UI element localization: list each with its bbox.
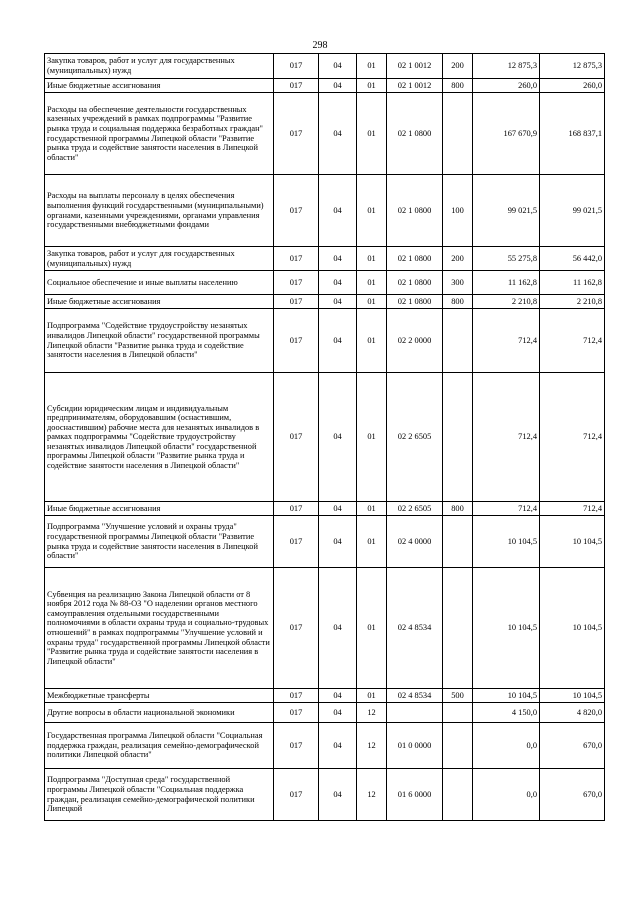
ministry-code: 017 (274, 373, 319, 502)
ministry-code: 017 (274, 309, 319, 373)
ministry-code: 017 (274, 769, 319, 821)
amount-year-2: 712,4 (540, 373, 605, 502)
table-row (45, 769, 605, 821)
subsection-code: 01 (357, 54, 387, 79)
section-code: 04 (319, 689, 357, 703)
amount-year-2: 670,0 (540, 769, 605, 821)
amount-year-2: 2 210,8 (540, 295, 605, 309)
expense-type (443, 373, 473, 502)
ministry-code: 017 (274, 79, 319, 93)
row-name: Другие вопросы в области национальной экономики (45, 703, 274, 723)
amount-year-2: 10 104,5 (540, 568, 605, 689)
ministry-code: 017 (274, 703, 319, 723)
table-row (45, 703, 605, 723)
target-article (387, 703, 443, 723)
budget-table (44, 53, 605, 821)
subsection-code: 01 (357, 79, 387, 93)
subsection-code: 01 (357, 516, 387, 568)
section-code: 04 (319, 247, 357, 271)
amount-year-1: 11 162,8 (473, 271, 540, 295)
amount-year-2: 712,4 (540, 502, 605, 516)
ministry-code: 017 (274, 271, 319, 295)
amount-year-1: 712,4 (473, 502, 540, 516)
table-row (45, 502, 605, 516)
table-row (45, 295, 605, 309)
row-name: Социальное обеспечение и иные выплаты населению (45, 271, 274, 295)
target-article: 02 2 0000 (387, 309, 443, 373)
table-row (45, 309, 605, 373)
amount-year-1: 4 150,0 (473, 703, 540, 723)
section-code: 04 (319, 54, 357, 79)
amount-year-2: 4 820,0 (540, 703, 605, 723)
expense-type: 200 (443, 54, 473, 79)
row-name: Подпрограмма "Доступная среда" государственной программы Липецкой области "Социальная поддержка граждан, реализация семейно-демографической политики Липецкой (45, 769, 274, 821)
row-name: Субвенция на реализацию Закона Липецкой области от 8 ноября 2012 года № 88-ОЗ "О наделении органов местного самоуправления отдельными государственными полномочиями в области охраны труда и социально-трудовых отношений" в рамках подпрограммы "Улучшение условий и охраны труда" государственной программы Липецкой области "Развитие рынка труда и содействие занятости населения в Липецкой области" (45, 568, 274, 689)
target-article: 02 1 0800 (387, 175, 443, 247)
table-body (45, 54, 605, 821)
ministry-code: 017 (274, 516, 319, 568)
expense-type: 800 (443, 295, 473, 309)
table-row (45, 568, 605, 689)
expense-type: 500 (443, 689, 473, 703)
section-code: 04 (319, 309, 357, 373)
subsection-code: 01 (357, 309, 387, 373)
subsection-code: 12 (357, 769, 387, 821)
subsection-code: 01 (357, 247, 387, 271)
section-code: 04 (319, 295, 357, 309)
target-article: 02 4 8534 (387, 568, 443, 689)
ministry-code: 017 (274, 502, 319, 516)
amount-year-1: 55 275,8 (473, 247, 540, 271)
row-name: Закупка товаров, работ и услуг для государственных (муниципальных) нужд (45, 54, 274, 79)
row-name: Иные бюджетные ассигнования (45, 79, 274, 93)
amount-year-2: 168 837,1 (540, 93, 605, 175)
table-row (45, 175, 605, 247)
expense-type (443, 723, 473, 769)
subsection-code: 01 (357, 93, 387, 175)
ministry-code: 017 (274, 295, 319, 309)
ministry-code: 017 (274, 93, 319, 175)
target-article: 02 4 8534 (387, 689, 443, 703)
amount-year-1: 2 210,8 (473, 295, 540, 309)
table-row (45, 689, 605, 703)
row-name: Закупка товаров, работ и услуг для государственных (муниципальных) нужд (45, 247, 274, 271)
amount-year-1: 712,4 (473, 373, 540, 502)
subsection-code: 01 (357, 271, 387, 295)
table-row (45, 54, 605, 79)
subsection-code: 01 (357, 689, 387, 703)
expense-type: 200 (443, 247, 473, 271)
subsection-code: 01 (357, 373, 387, 502)
row-name: Субсидии юридическим лицам и индивидуальным предпринимателям, оборудовавшим (оснастившим, дооснастившим) рабочие места для незанятых инвалидов в рамках подпрограммы "Содействие трудоустройству незанятых инвалидов Липецкой области" государственной программы Липецкой области "Развитие рынка труда и содействие занятости населения в Липецкой области" (45, 373, 274, 502)
expense-type: 300 (443, 271, 473, 295)
target-article: 02 1 0800 (387, 271, 443, 295)
amount-year-1: 260,0 (473, 79, 540, 93)
target-article: 02 1 0800 (387, 247, 443, 271)
table-row (45, 247, 605, 271)
target-article: 02 1 0800 (387, 93, 443, 175)
table-row (45, 79, 605, 93)
amount-year-2: 56 442,0 (540, 247, 605, 271)
section-code: 04 (319, 568, 357, 689)
section-code: 04 (319, 175, 357, 247)
table-row (45, 271, 605, 295)
expense-type (443, 93, 473, 175)
target-article: 02 1 0012 (387, 79, 443, 93)
section-code: 04 (319, 79, 357, 93)
row-name: Подпрограмма "Улучшение условий и охраны труда" государственной программы Липецкой области "Развитие рынка труда и содействие занятости населения в Липецкой области" (45, 516, 274, 568)
section-code: 04 (319, 271, 357, 295)
table-row (45, 373, 605, 502)
amount-year-2: 670,0 (540, 723, 605, 769)
row-name: Иные бюджетные ассигнования (45, 502, 274, 516)
expense-type: 800 (443, 502, 473, 516)
table-row (45, 516, 605, 568)
amount-year-1: 0,0 (473, 769, 540, 821)
ministry-code: 017 (274, 689, 319, 703)
amount-year-1: 10 104,5 (473, 568, 540, 689)
amount-year-1: 167 670,9 (473, 93, 540, 175)
ministry-code: 017 (274, 247, 319, 271)
row-name: Подпрограмма "Содействие трудоустройству незанятых инвалидов Липецкой области" государственной программы Липецкой области "Развитие рынка труда и содействие занятости населения в Липецкой области" (45, 309, 274, 373)
row-name: Государственная программа Липецкой области "Социальная поддержка граждан, реализация семейно-демографической политики Липецкой области" (45, 723, 274, 769)
expense-type: 800 (443, 79, 473, 93)
target-article: 02 1 0012 (387, 54, 443, 79)
amount-year-2: 10 104,5 (540, 516, 605, 568)
target-article: 02 4 0000 (387, 516, 443, 568)
ministry-code: 017 (274, 568, 319, 689)
row-name: Расходы на выплаты персоналу в целях обеспечения выполнения функций государственными (муниципальными) органами, казенными учреждениями, органами управления государственными внебюджетными фондами (45, 175, 274, 247)
subsection-code: 01 (357, 502, 387, 516)
expense-type (443, 309, 473, 373)
subsection-code: 12 (357, 723, 387, 769)
amount-year-1: 712,4 (473, 309, 540, 373)
section-code: 04 (319, 373, 357, 502)
section-code: 04 (319, 516, 357, 568)
expense-type (443, 516, 473, 568)
amount-year-2: 712,4 (540, 309, 605, 373)
amount-year-2: 260,0 (540, 79, 605, 93)
row-name: Расходы на обеспечение деятельности государственных казенных учреждений в рамках подпрограммы "Развитие рынка труда и социальная поддержка безработных граждан" государственной программы Липецкой области "Развитие рынка труда и содействие занятости населения в Липецкой области" (45, 93, 274, 175)
ministry-code: 017 (274, 723, 319, 769)
amount-year-2: 10 104,5 (540, 689, 605, 703)
target-article: 02 1 0800 (387, 295, 443, 309)
row-name: Межбюджетные трансферты (45, 689, 274, 703)
amount-year-1: 12 875,3 (473, 54, 540, 79)
table-row (45, 723, 605, 769)
amount-year-2: 11 162,8 (540, 271, 605, 295)
ministry-code: 017 (274, 175, 319, 247)
section-code: 04 (319, 703, 357, 723)
amount-year-2: 12 875,3 (540, 54, 605, 79)
amount-year-1: 10 104,5 (473, 689, 540, 703)
subsection-code: 01 (357, 295, 387, 309)
target-article: 02 2 6505 (387, 373, 443, 502)
section-code: 04 (319, 93, 357, 175)
target-article: 01 0 0000 (387, 723, 443, 769)
section-code: 04 (319, 723, 357, 769)
expense-type (443, 703, 473, 723)
amount-year-1: 10 104,5 (473, 516, 540, 568)
amount-year-1: 0,0 (473, 723, 540, 769)
row-name: Иные бюджетные ассигнования (45, 295, 274, 309)
expense-type: 100 (443, 175, 473, 247)
ministry-code: 017 (274, 54, 319, 79)
table-row (45, 93, 605, 175)
amount-year-2: 99 021,5 (540, 175, 605, 247)
section-code: 04 (319, 769, 357, 821)
subsection-code: 01 (357, 568, 387, 689)
target-article: 01 6 0000 (387, 769, 443, 821)
amount-year-1: 99 021,5 (473, 175, 540, 247)
subsection-code: 12 (357, 703, 387, 723)
expense-type (443, 568, 473, 689)
expense-type (443, 769, 473, 821)
section-code: 04 (319, 502, 357, 516)
page-number: 298 (312, 40, 328, 51)
target-article: 02 2 6505 (387, 502, 443, 516)
subsection-code: 01 (357, 175, 387, 247)
